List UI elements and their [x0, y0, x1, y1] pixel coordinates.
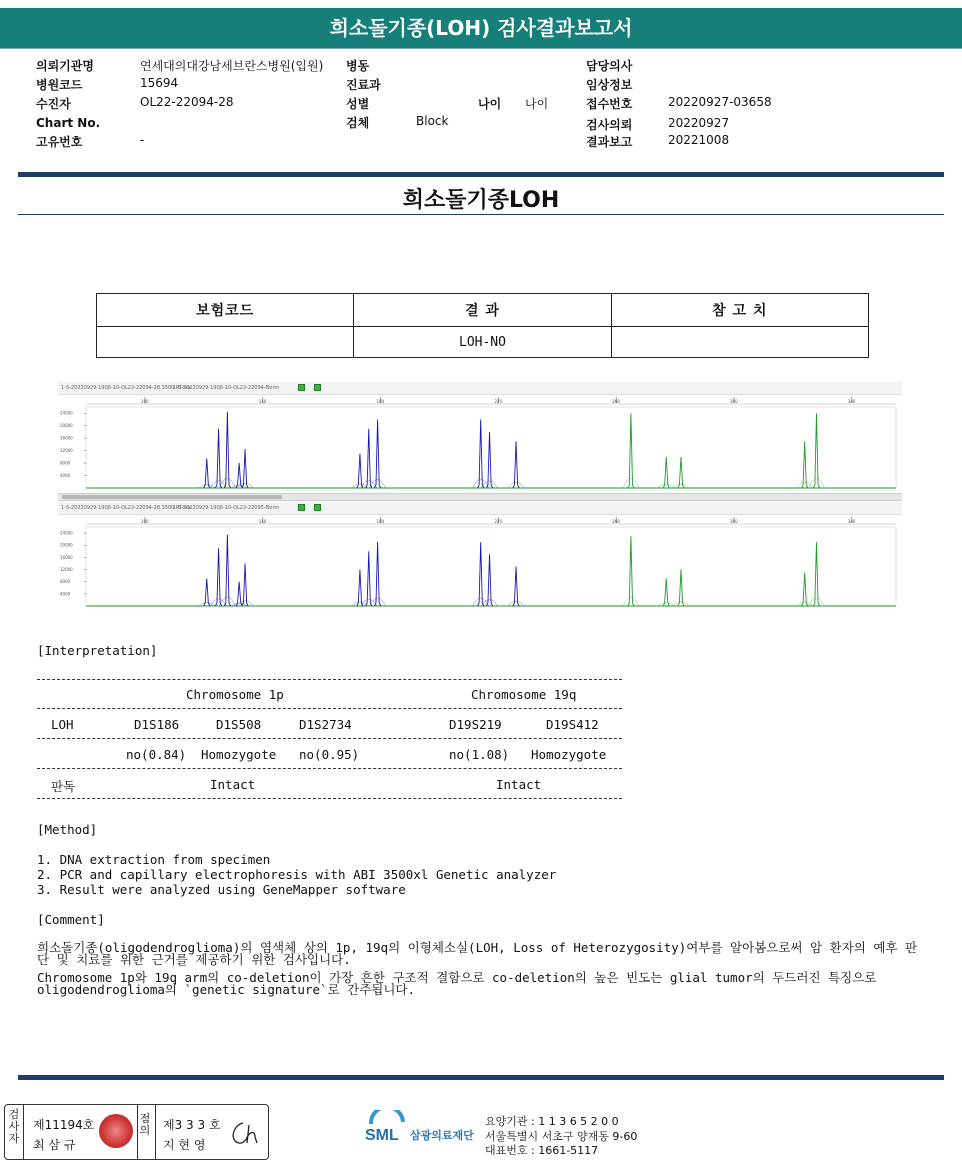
license-number: 제3 3 3 호 [163, 1118, 221, 1132]
marker-value: no(1.08) [449, 747, 510, 762]
chr1p-label: Chromosome 1p [186, 687, 284, 702]
dashed-divider [37, 798, 622, 799]
y-tick-label: 16000 [60, 435, 73, 441]
x-tick-label: 300 [730, 519, 738, 524]
reviewer-name: 지 현 영 [163, 1138, 206, 1152]
marker-label: D19S219 [449, 717, 502, 732]
info-label: 성별 [346, 97, 370, 111]
table-cell [97, 327, 354, 358]
electropherogram-2 [58, 502, 902, 610]
info-value: 15694 [140, 76, 179, 90]
x-tick-label: 140 [258, 519, 267, 524]
y-tick-label: 12000 [60, 448, 73, 454]
address: 서울특별시 서초구 양재동 9-60 [485, 1130, 638, 1143]
marker-label: D1S508 [216, 717, 262, 732]
info-value: 20220927-03658 [668, 95, 772, 109]
x-tick-label: 220 [494, 399, 503, 404]
marker-value: no(0.84) [126, 747, 187, 762]
x-tick-label: 100 [140, 519, 149, 524]
inspector-label: 검사자 [8, 1108, 20, 1145]
marker-value: Homozygote [531, 747, 607, 762]
info-label: 검체 [346, 116, 370, 130]
sml-logo-text: SML [365, 1127, 399, 1144]
green-square-icon[interactable] [314, 384, 321, 391]
chart-tab[interactable]: 1-S-20220929-1908-10-OL22-22094-28.3500.RT.fsa [61, 505, 191, 511]
loh-label: LOH [51, 717, 74, 732]
info-label: 담당의사 [586, 59, 633, 73]
info-value: 연세대의대강남세브란스병원(입원) [140, 59, 324, 73]
x-tick-label: 340 [847, 399, 856, 404]
y-tick-label: 8000 [60, 460, 71, 466]
method-item: 1. DNA extraction from specimen [37, 852, 271, 867]
section-rule [18, 172, 944, 177]
table-cell [611, 327, 868, 358]
x-tick-label: 260 [612, 399, 620, 404]
interpretation-heading: [Interpretation] [37, 643, 158, 658]
chart-tab[interactable]: 1-S-20220929-1908-10-OL22-22094-28.3500.RT.fsa [61, 385, 191, 391]
comment-paragraph: 희소돌기종(oligodendroglioma)의 염색체 상의 1p, 19q의 이형체소실(LOH, Loss of Heterozygosity)여부를 알아봄으로써 암 환자의 예후 판단 및 치료를 위한 근거를 제공하기 위한 검사입니다. [37, 940, 918, 967]
y-tick-label: 16000 [60, 554, 73, 560]
x-tick-label: 180 [376, 519, 385, 524]
age-label: 나이 [478, 97, 502, 111]
org-name: 삼광의료재단 [410, 1129, 474, 1142]
info-label: 진료과 [346, 78, 381, 92]
phone: 대표번호 : 1661-5117 [485, 1144, 599, 1157]
result-table [96, 293, 869, 358]
signature-icon [227, 1119, 261, 1149]
comment-paragraph: Chromosome 1p와 19q arm의 co-deletion이 가장 흔한 구조적 결함으로 co-deletion의 높은 빈도는 glial tumor의 두드러진 특징으로 oligodendroglioma의 `genetic signature`로 간주됩니다. [37, 970, 877, 997]
chart-tab-bar [58, 502, 902, 515]
y-tick-label: 4000 [60, 473, 71, 479]
y-tick-label: 20000 [60, 542, 73, 548]
chart-plot [58, 515, 902, 610]
method-item: 2. PCR and capillary electrophoresis with ABI 3500xl Genetic analyzer [37, 867, 557, 882]
seal-stamp-icon [99, 1114, 133, 1148]
green-square-icon[interactable] [298, 384, 305, 391]
marker-label: D1S2734 [299, 717, 352, 732]
inspector-name: 최 삼 규 [33, 1138, 76, 1152]
y-tick-label: 24000 [60, 410, 73, 416]
table-header: 참 고 치 [611, 294, 868, 327]
info-value: Block [416, 114, 449, 128]
marker-value: Homozygote [201, 747, 277, 762]
x-tick-label: 260 [612, 519, 620, 524]
info-label: 접수번호 [586, 97, 633, 111]
info-label: 병원코드 [36, 78, 83, 92]
info-label: 의뢰기관명 [36, 59, 94, 73]
info-label: 병동 [346, 59, 370, 73]
x-tick-label: 340 [847, 519, 856, 524]
chart-scrollbar[interactable] [58, 493, 902, 501]
electropherogram-1 [58, 382, 902, 492]
y-tick-label: 8000 [60, 579, 71, 585]
signature-box [4, 1104, 269, 1160]
info-value: 20221008 [668, 133, 730, 147]
verdict-19q: Intact [496, 777, 542, 792]
info-hospital [36, 57, 94, 74]
report-header-title: 희소돌기종(LOH) 검사결과보고서 [0, 8, 962, 48]
x-tick-label: 140 [258, 399, 267, 404]
sml-logo [365, 1110, 409, 1154]
marker-label: D1S186 [134, 717, 180, 732]
reviewer-label: 점의 [139, 1112, 151, 1137]
info-value: 20220927 [668, 116, 730, 130]
x-tick-label: 180 [376, 399, 385, 404]
chr19q-label: Chromosome 19q [471, 687, 577, 702]
header-divider [0, 48, 962, 49]
x-tick-label: 100 [140, 399, 149, 404]
chart-plot [58, 395, 902, 492]
info-label: Chart No. [36, 116, 101, 130]
agency-code: 요양기관 : 1 1 3 6 5 2 0 0 [485, 1115, 619, 1128]
chart-tab-bar [58, 382, 902, 395]
verdict-1p: Intact [210, 777, 256, 792]
method-item: 3. Result were analyzed using GeneMapper software [37, 882, 406, 897]
info-label: 임상정보 [586, 78, 633, 92]
dashed-divider [37, 768, 622, 769]
report-title: 희소돌기종LOH [402, 188, 560, 213]
section-rule [18, 214, 944, 215]
marker-label: D19S412 [546, 717, 599, 732]
sml-logo-icon [365, 1110, 409, 1150]
table-cell: LOH-NO [354, 327, 611, 358]
footer-rule [18, 1075, 944, 1080]
marker-value: no(0.95) [299, 747, 360, 762]
table-header: 결 과 [354, 294, 611, 327]
dashed-divider [37, 679, 622, 680]
verdict-label: 판독 [51, 779, 76, 794]
info-label: 결과보고 [586, 135, 633, 149]
info-value: OL22-22094-28 [140, 95, 234, 109]
scroll-thumb[interactable] [62, 495, 282, 499]
green-square-icon[interactable] [298, 504, 305, 511]
info-label: 고유번호 [36, 135, 83, 149]
table-header: 보험코드 [97, 294, 354, 327]
y-tick-label: 20000 [60, 423, 73, 429]
y-tick-label: 4000 [60, 591, 71, 597]
comment-heading: [Comment] [37, 912, 105, 927]
x-tick-label: 220 [494, 519, 503, 524]
chart-tab[interactable]: 1-S-20220929-1908-10-OL22-22094-Norm [173, 385, 280, 391]
dashed-divider [37, 708, 622, 709]
age-value: 나이 [525, 97, 549, 111]
dashed-divider [37, 738, 622, 739]
chart-tab[interactable]: 1-S-20220929-1908-10-OL22-22095-Norm [173, 505, 280, 511]
green-square-icon[interactable] [314, 504, 321, 511]
license-number: 제11194호 [33, 1118, 95, 1132]
info-value: - [140, 133, 145, 147]
y-tick-label: 12000 [60, 567, 73, 573]
y-tick-label: 24000 [60, 530, 73, 536]
method-heading: [Method] [37, 822, 98, 837]
x-tick-label: 300 [730, 399, 738, 404]
info-label: 검사의뢰 [586, 118, 633, 132]
info-label: 수진자 [36, 97, 71, 111]
